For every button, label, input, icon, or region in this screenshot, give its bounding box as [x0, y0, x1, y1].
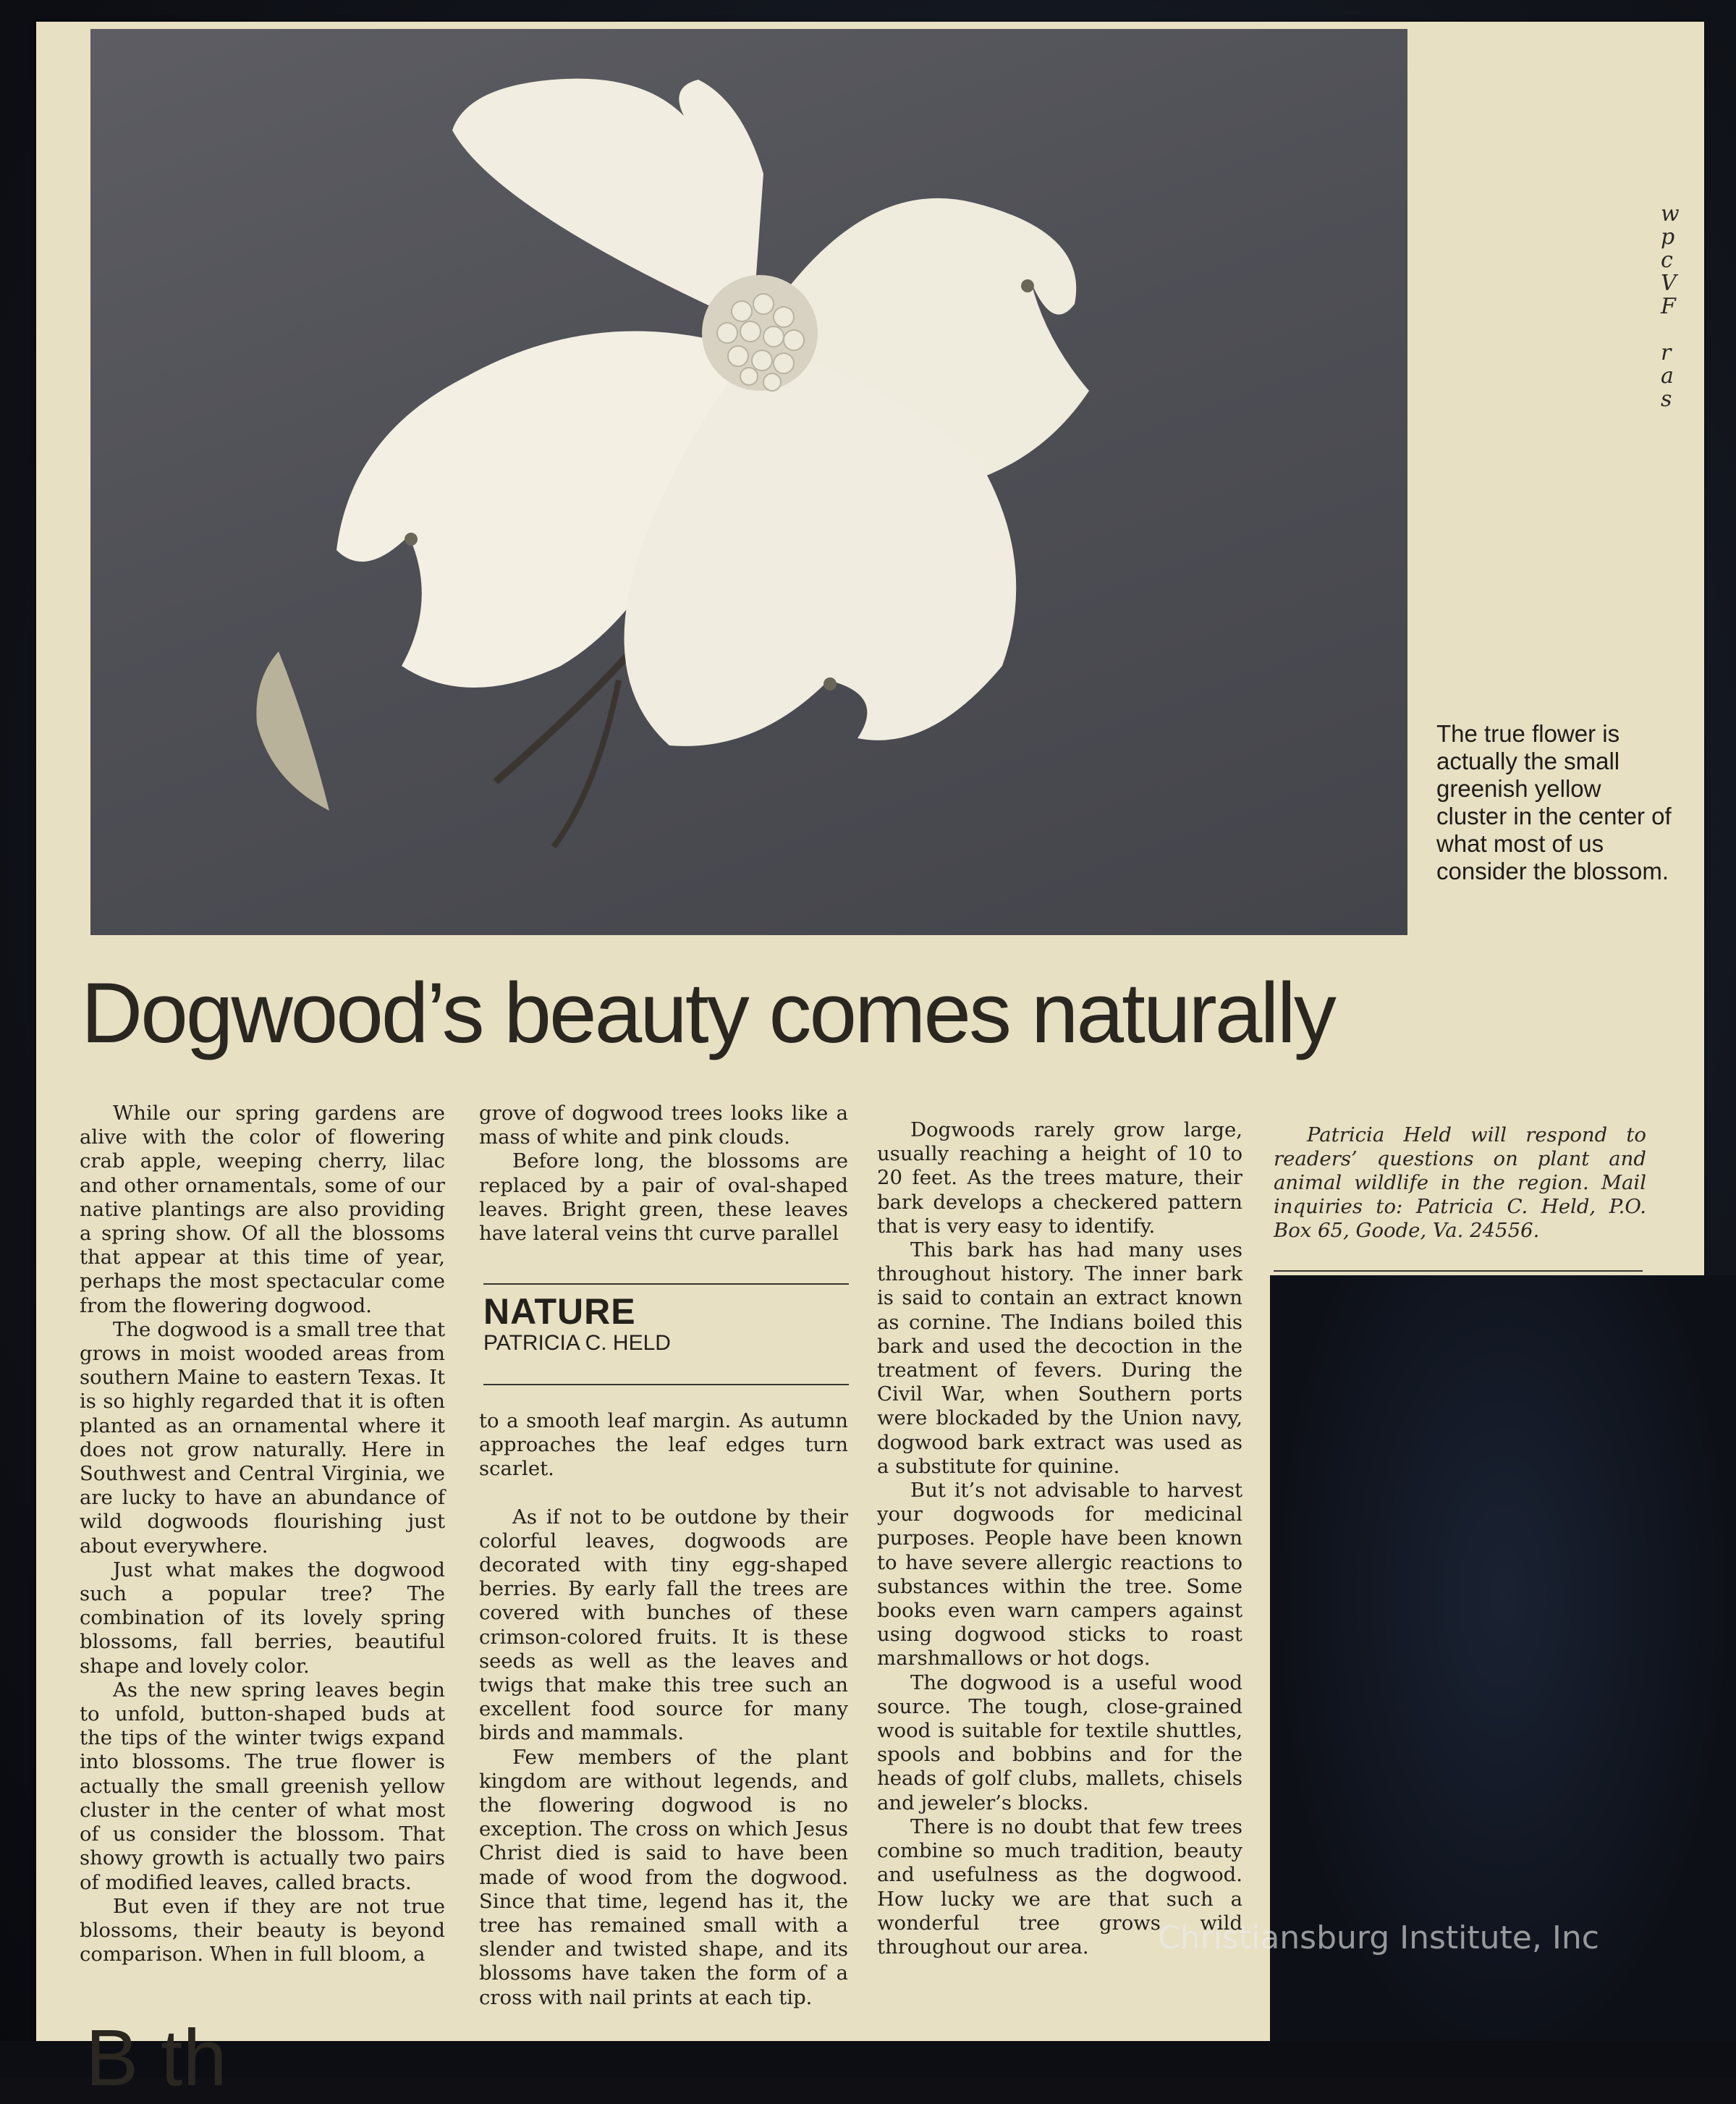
article-column-2-bottom	[479, 1409, 848, 2010]
adjacent-column-fragment	[1661, 203, 1690, 411]
edge-letter: V	[1661, 271, 1677, 296]
byline-rule-bottom	[483, 1384, 849, 1385]
edge-letter: s	[1661, 386, 1672, 412]
edge-letter: c	[1661, 248, 1673, 273]
paragraph: grove of dogwood trees looks like a mass of white and pink clouds.	[479, 1102, 848, 1149]
paragraph: Before long, the blossoms are replaced by a pair of oval-shaped leaves. Bright green, these leaves have lateral veins tht curve parallel	[479, 1149, 848, 1246]
article-headline: Dogwood’s beauty comes naturally	[81, 966, 1334, 1061]
byline-block	[483, 1292, 849, 1356]
edge-letter: w	[1661, 201, 1680, 227]
edge-letter: p	[1661, 224, 1675, 250]
paragraph: While our spring gardens are alive with the color of flowering crab apple, weeping cherry, lilac and other ornamentals, some of our native plantings are also providing a spring show. Of all the blossoms that appear at this time of year, perhaps the most spectacular come from the flowering dogwood.	[80, 1102, 445, 1317]
dogwood-blossom-illustration	[90, 29, 1407, 935]
paragraph: The dogwood is a small tree that grows in moist wooded areas from southern Maine to eastern Texas. It is so highly regarded that it is often planted as an ornamental where it does not grow naturally. Here in Southwest and Central Virginia, we are lucky to have an abundance of wild dogwoods flourishing just about everywhere.	[80, 1317, 445, 1558]
edge-letter: a	[1661, 363, 1674, 389]
article-column-1	[80, 1102, 445, 1966]
paragraph: The dogwood is a useful wood source. The tough, close-grained wood is suitable for textile shuttles, spools and bobbins and for the heads of golf clubs, mallets, chisels and jeweler’s blocks.	[877, 1670, 1242, 1814]
paragraph: There is no doubt that few trees combine so much tradition, beauty and usefulness as the dogwood. How lucky we are that such a wonderful tree grows wild throughout our area.	[877, 1814, 1242, 1959]
paragraph: Dogwoods rarely grow large, usually reaching a height of 10 to 20 feet. As the trees mature, their bark develops a checkered pattern that is very easy to identify.	[877, 1118, 1242, 1238]
author-name: PATRICIA C. HELD	[483, 1331, 671, 1355]
clipping-torn-corner	[1270, 1275, 1736, 2077]
paragraph: But even if they are not true blossoms, their beauty is beyond comparison. When in full bloom, a	[80, 1894, 445, 1966]
photo-caption: The true flower is actually the small greenish yellow cluster in the center of what most of us consider the blossom.	[1436, 720, 1672, 884]
paragraph: to a smooth leaf margin. As autumn approaches the leaf edges turn scarlet.	[479, 1409, 848, 1481]
author-note-text: Patricia Held will respond to readers’ questions on plant and animal wildlife in the region. Mail inquiries to: Patricia C. Held, P.O. Box 65, Goode, Va. 24556.	[1274, 1123, 1646, 1242]
paragraph: This bark has had many uses throughout history. The inner bark is said to contain an extract known as cornine. The Indians boiled this bark and used the decoction in the treatment of fevers. During the Civil War, when Southern ports were blockaded by the Union navy, dogwood bark extract was used as a substitute for quinine.	[877, 1238, 1242, 1478]
author-note	[1274, 1123, 1646, 1243]
edge-letter	[1661, 318, 1690, 342]
scan-bottom-edge	[0, 2041, 1736, 2077]
paragraph: But it’s not advisable to harvest your dogwoods for medicinal purposes. People have been known to have severe allergic reactions to substances within the tree. Some books even warn campers against using dogwood sticks to roast marshmallows or hot dogs.	[877, 1479, 1242, 1670]
edge-letter: F	[1661, 294, 1676, 319]
paragraph: Just what makes the dogwood such a popular tree? The combination of its lovely spring blossoms, fall berries, beautiful shape and lovely color.	[80, 1558, 445, 1678]
author-note-rule	[1274, 1270, 1643, 1272]
paragraph: As if not to be outdone by their colorful leaves, dogwoods are decorated with tiny egg-shaped berries. By early fall the trees are covered with bunches of these crimson-colored fruits. It is these seeds as well as the leaves and twigs that make this tree such an excellent food source for many birds and mammals.	[479, 1505, 848, 1745]
dogwood-photo	[90, 29, 1407, 935]
next-article-headline-fragment	[85, 2012, 520, 2041]
article-column-2-top	[479, 1102, 848, 1246]
byline-rule-top	[483, 1283, 849, 1285]
archive-watermark: Christiansburg Institute, Inc	[1158, 1919, 1599, 1956]
paragraph: Few members of the plant kingdom are without legends, and the flowering dogwood is no exception. The cross on which Jesus Christ died is said to have been made of wood from the dogwood. Since that time, legend has it, the tree has remained small with a slender and twisted shape, and its blossoms have taken the form of a cross with nail prints at each tip.	[479, 1745, 848, 2009]
edge-letter: r	[1661, 340, 1672, 366]
section-label: NATURE	[483, 1291, 636, 1332]
article-column-3	[877, 1118, 1242, 1959]
paragraph: As the new spring leaves begin to unfold, button-shaped buds at the tips of the winter twigs expand into blossoms. The true flower is actually the small greenish yellow cluster in the center of what most of us consider the blossom. That showy growth is actually two pairs of modified leaves, called bracts.	[80, 1678, 445, 1894]
